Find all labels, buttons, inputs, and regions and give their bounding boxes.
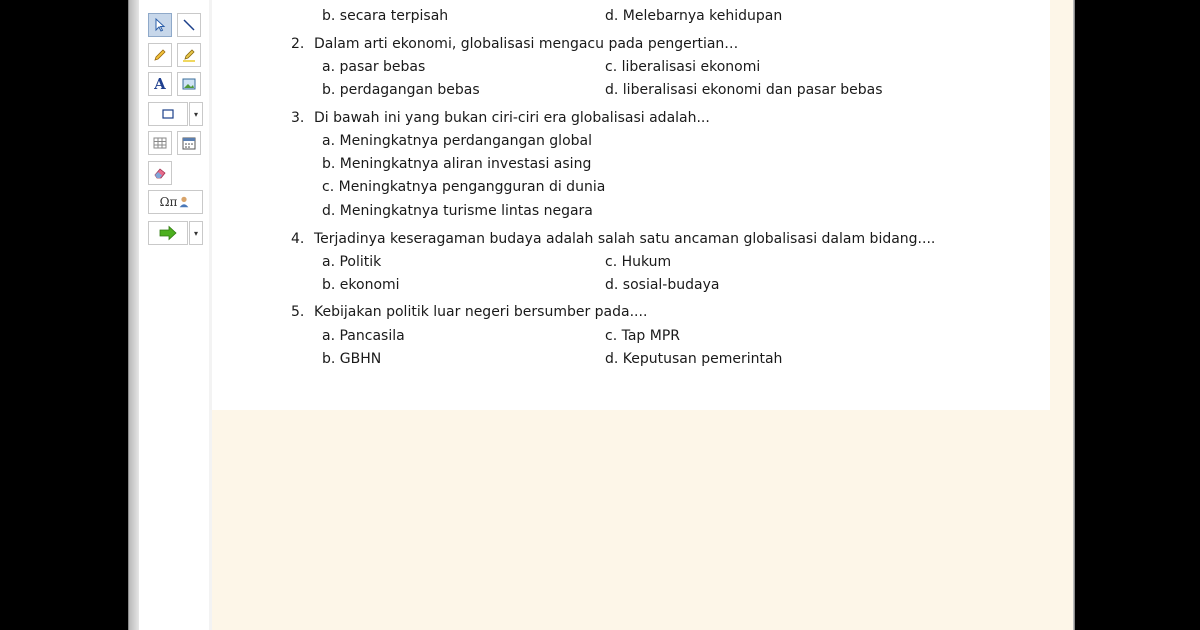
calendar-icon — [181, 135, 197, 151]
question-2-number: 2. — [291, 36, 305, 52]
question-1-option-d: d. Melebarnya kehidupan — [605, 8, 783, 24]
question-4-option-a: a. Politik — [322, 254, 382, 270]
question-2-option-b: b. perdagangan bebas — [322, 82, 480, 98]
pencil-icon — [152, 47, 168, 63]
text-icon: A — [154, 75, 166, 93]
question-4-number: 4. — [291, 231, 305, 247]
image-tool[interactable] — [177, 72, 201, 96]
question-3-option-d: d. Meningkatnya turisme lintas negara — [322, 203, 593, 219]
rectangle-icon — [160, 106, 176, 122]
question-2-option-a: a. pasar bebas — [322, 59, 426, 75]
question-2-option-d: d. liberalisasi ekonomi dan pasar bebas — [605, 82, 883, 98]
line-icon — [181, 17, 197, 33]
question-5-option-c: c. Tap MPR — [605, 328, 681, 344]
chevron-down-icon: ▾ — [193, 228, 198, 238]
question-3-number: 3. — [291, 110, 305, 126]
question-4-option-d: d. sosial-budaya — [605, 277, 720, 293]
question-2-text: Dalam arti ekonomi, globalisasi mengacu pada pengertian… — [314, 36, 739, 52]
toolbox-panel — [139, 0, 209, 630]
question-2-option-c: c. liberalisasi ekonomi — [605, 59, 761, 75]
question-4-option-c: c. Hukum — [605, 254, 672, 270]
calendar-tool[interactable] — [177, 131, 201, 155]
question-3-option-a: a. Meningkatnya perdangangan global — [322, 133, 592, 149]
question-1-option-b: b. secara terpisah — [322, 8, 449, 24]
line-tool[interactable] — [177, 13, 201, 37]
chevron-down-icon: ▾ — [193, 109, 198, 119]
highlighter-tool[interactable] — [177, 43, 201, 67]
green-arrow-icon — [158, 225, 178, 241]
rectangle-dropdown[interactable] — [189, 102, 203, 126]
symbols-tool[interactable] — [148, 190, 203, 214]
question-5-number: 5. — [291, 304, 305, 320]
question-3-text: Di bawah ini yang bukan ciri-ciri era globalisasi adalah... — [314, 110, 710, 126]
arrow-dropdown[interactable] — [189, 221, 203, 245]
arrow-cursor-icon — [152, 17, 168, 33]
table-tool[interactable] — [148, 131, 172, 155]
window-left-border — [129, 0, 139, 630]
eraser-icon — [152, 165, 168, 181]
document-page[interactable] — [212, 0, 1050, 410]
question-3-option-c: c. Meningkatnya pengangguran di dunia — [322, 179, 606, 195]
omega-pi-icon: Ωπ — [159, 195, 178, 209]
question-4-option-b: b. ekonomi — [322, 277, 400, 293]
question-3-option-b: b. Meningkatnya aliran investasi asing — [322, 156, 592, 172]
pencil-tool[interactable] — [148, 43, 172, 67]
question-5-text: Kebijakan politik luar negeri bersumber pada.... — [314, 304, 648, 320]
question-5-option-b: b. GBHN — [322, 351, 382, 367]
eraser-tool[interactable] — [148, 161, 172, 185]
table-icon — [152, 135, 168, 151]
select-pointer-tool[interactable] — [148, 13, 172, 37]
person-icon — [177, 195, 191, 209]
image-icon — [181, 76, 197, 92]
question-5-option-d: d. Keputusan pemerintah — [605, 351, 783, 367]
text-tool[interactable] — [148, 72, 172, 96]
arrow-shape-tool[interactable] — [148, 221, 188, 245]
rectangle-tool[interactable] — [148, 102, 188, 126]
highlighter-icon — [181, 47, 197, 63]
question-4-text: Terjadinya keseragaman budaya adalah salah satu ancaman globalisasi dalam bidang.... — [314, 231, 936, 247]
question-5-option-a: a. Pancasila — [322, 328, 405, 344]
